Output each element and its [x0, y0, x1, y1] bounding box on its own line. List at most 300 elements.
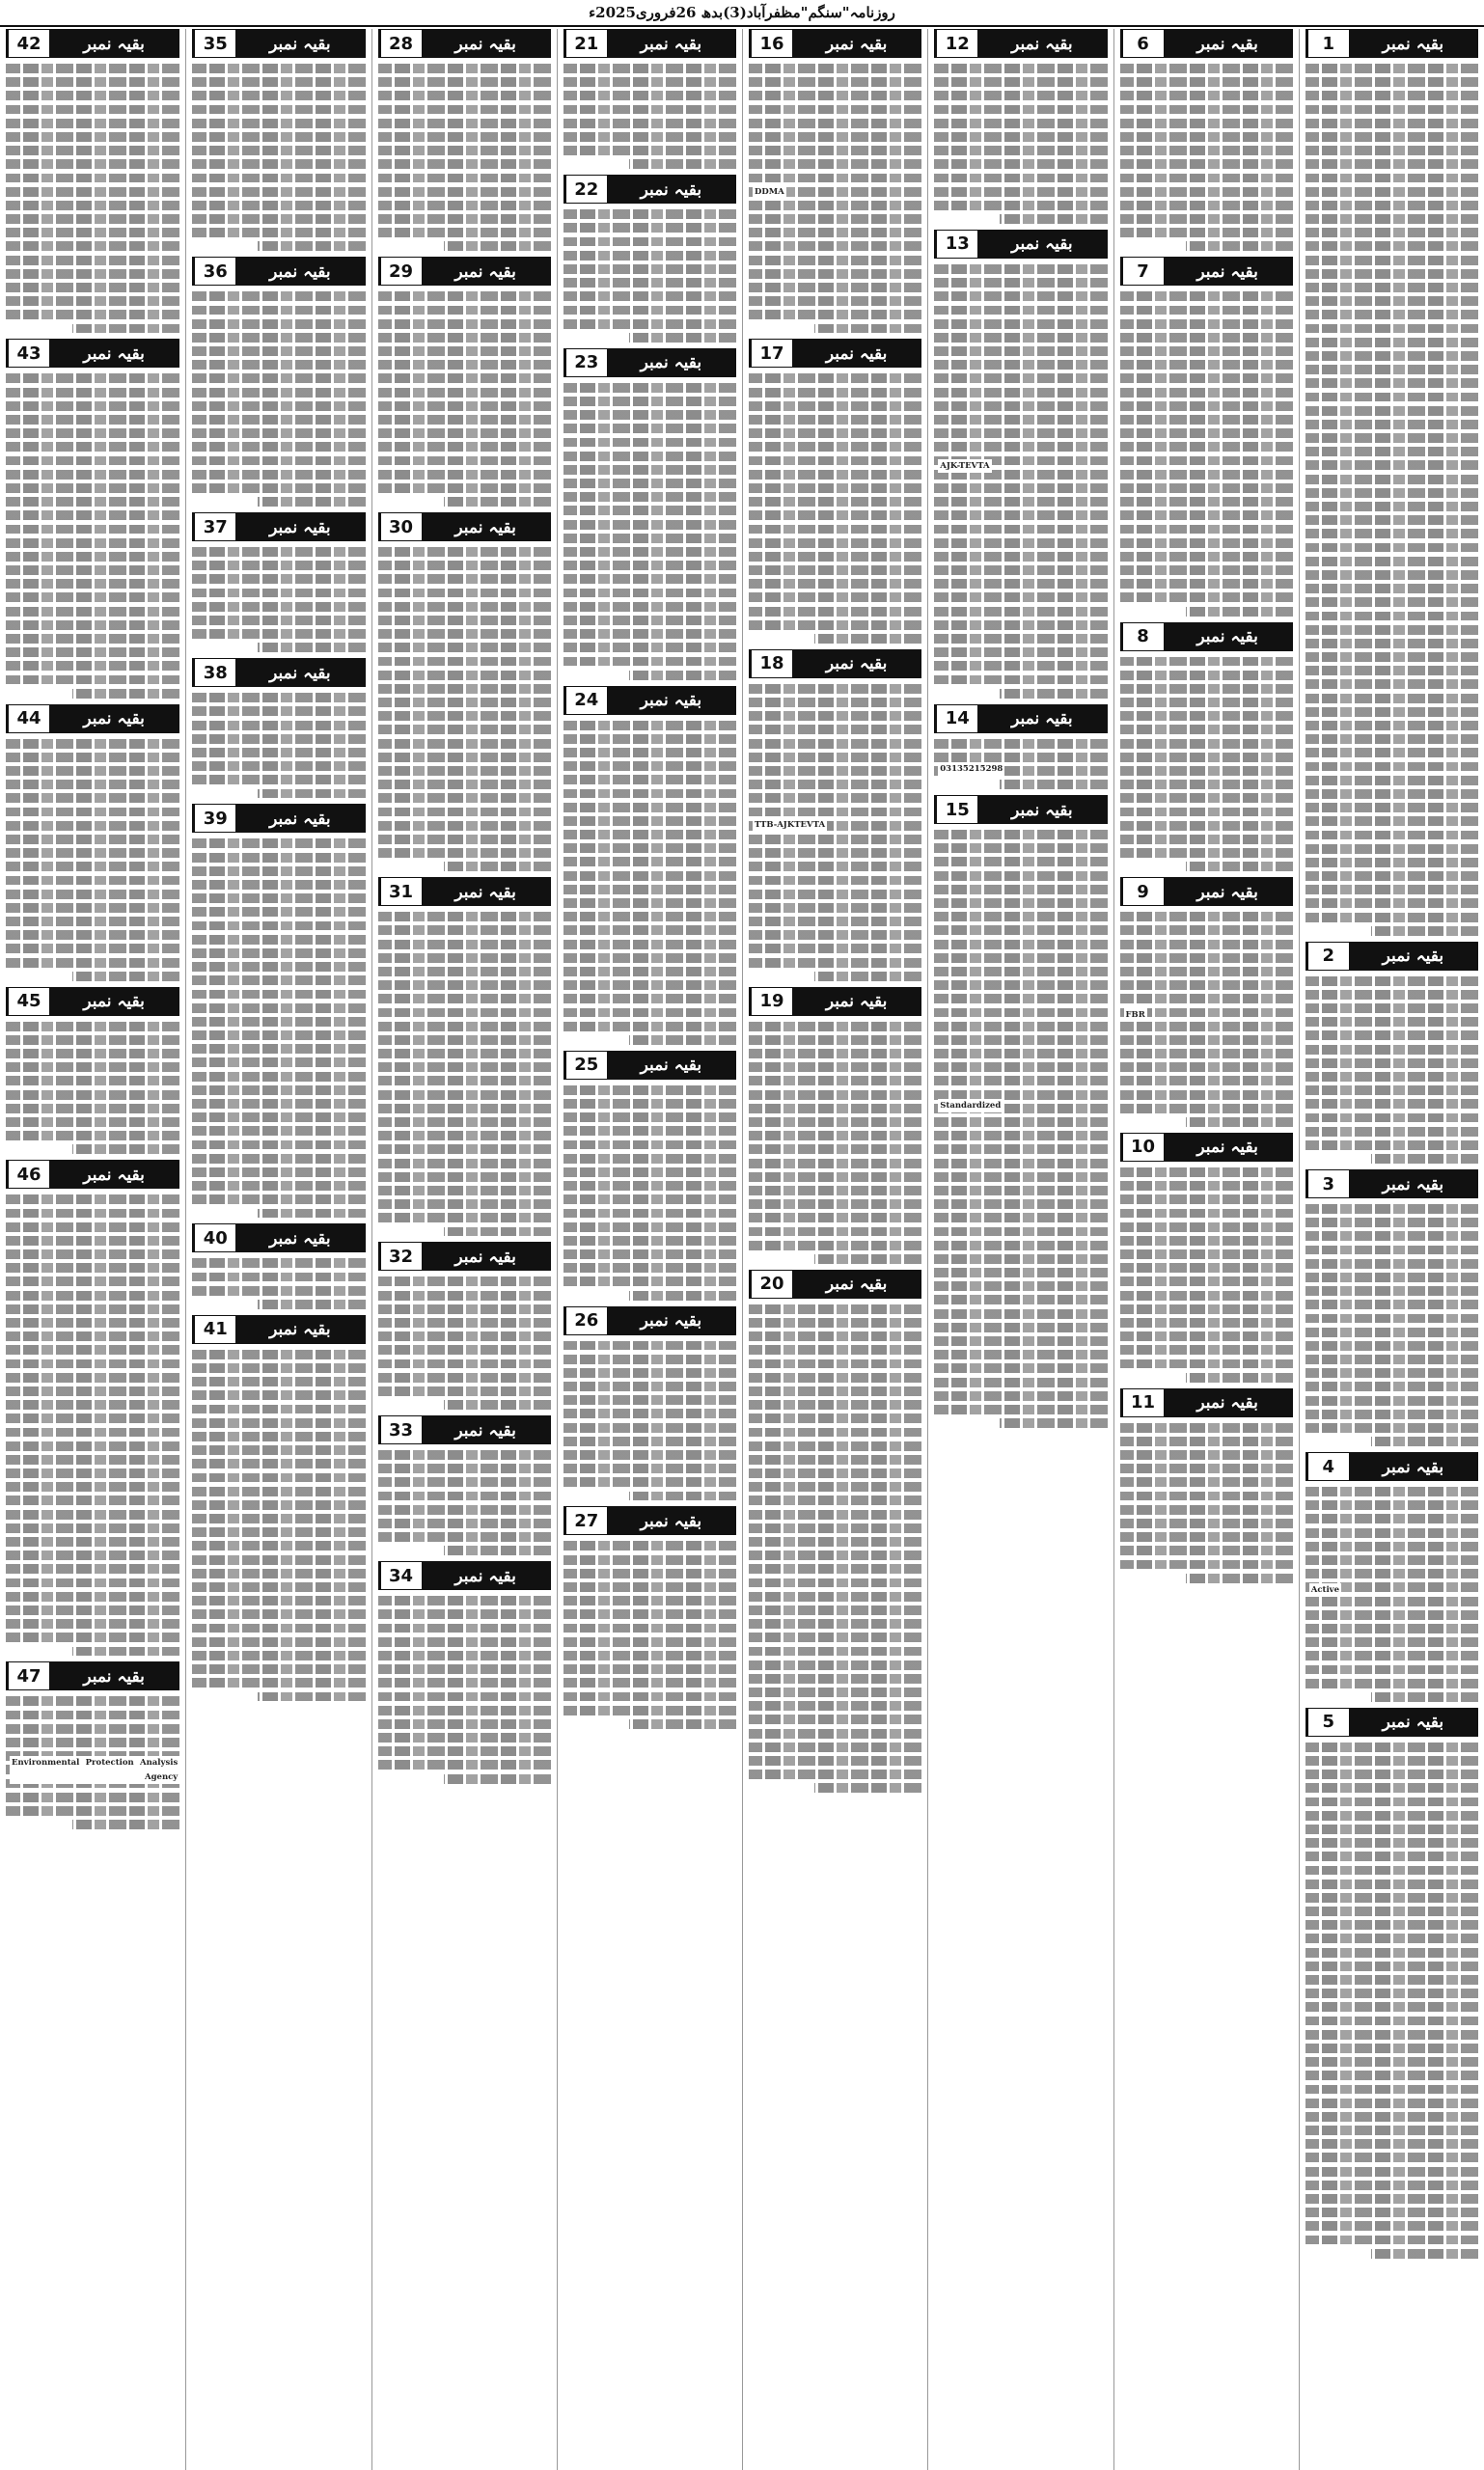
text-line	[1120, 592, 1293, 602]
text-line	[749, 1510, 921, 1520]
text-line	[563, 1624, 736, 1633]
text-line	[1305, 789, 1478, 799]
text-line	[192, 1582, 365, 1592]
text-line	[1305, 420, 1478, 429]
text-line	[934, 525, 1107, 535]
text-line	[563, 1209, 736, 1219]
continuation-label: بقیہ نمبر	[1382, 1174, 1444, 1194]
continuation-label: بقیہ نمبر	[454, 1566, 516, 1586]
text-line	[192, 761, 365, 771]
text-line	[563, 132, 736, 142]
text-line	[378, 174, 551, 183]
continuation-number: 37	[193, 513, 235, 540]
text-line	[192, 91, 365, 100]
text-line	[6, 821, 179, 831]
text-line	[1120, 91, 1293, 100]
text-line	[6, 958, 179, 968]
text-line	[749, 808, 921, 817]
text-line	[934, 1090, 1107, 1100]
text-line	[749, 525, 921, 535]
article-body	[1305, 1485, 1478, 1702]
text-line	[6, 1062, 179, 1072]
text-line	[1305, 976, 1478, 986]
continuation-box	[378, 29, 551, 251]
text-line	[749, 739, 921, 749]
text-line	[934, 1186, 1107, 1195]
text-line	[192, 388, 365, 398]
text-line	[934, 1213, 1107, 1222]
article-body	[378, 1275, 551, 1410]
text-line	[1305, 1624, 1478, 1633]
text-line	[1120, 780, 1293, 789]
text-line	[749, 132, 921, 142]
text-line	[6, 661, 179, 671]
text-line	[378, 1049, 551, 1058]
continuation-label: بقیہ نمبر	[640, 1311, 702, 1331]
text-line	[6, 214, 179, 224]
text-line	[378, 994, 551, 1003]
text-line	[378, 1131, 551, 1140]
text-line	[749, 1537, 921, 1547]
continuation-box	[563, 1306, 736, 1501]
text-line	[1305, 2236, 1478, 2245]
text-line	[629, 1719, 736, 1729]
text-line	[378, 415, 551, 425]
continuation-label: بقیہ نمبر	[640, 353, 702, 373]
text-line	[749, 91, 921, 100]
text-line	[563, 1477, 736, 1487]
text-line	[1305, 776, 1478, 785]
text-line	[192, 616, 365, 625]
text-line	[192, 1418, 365, 1428]
text-line	[378, 1519, 551, 1528]
continuation-banner	[192, 1223, 365, 1252]
text-line	[1305, 1811, 1478, 1821]
continuation-label: بقیہ نمبر	[1011, 800, 1073, 820]
text-line	[934, 634, 1107, 644]
text-line	[1305, 2099, 1478, 2108]
text-line	[378, 711, 551, 721]
text-line	[934, 1062, 1107, 1072]
text-line	[378, 1609, 551, 1619]
text-line	[1305, 174, 1478, 183]
continuation-label: بقیہ نمبر	[640, 691, 702, 711]
text-line	[6, 401, 179, 411]
text-line	[1305, 1368, 1478, 1378]
text-line	[934, 753, 1107, 762]
text-line	[749, 1674, 921, 1684]
text-line	[378, 1213, 551, 1222]
continuation-box	[378, 1415, 551, 1555]
text-line	[6, 497, 179, 507]
text-line	[563, 1409, 736, 1418]
text-line	[1305, 1355, 1478, 1364]
text-line	[749, 310, 921, 319]
continuation-label: بقیہ نمبر	[269, 517, 331, 537]
text-line	[563, 1022, 736, 1031]
continuation-banner	[934, 29, 1107, 58]
text-line	[6, 579, 179, 589]
text-line	[378, 739, 551, 749]
article-body	[1120, 910, 1293, 1127]
text-line	[563, 857, 736, 866]
continuation-box	[192, 1315, 365, 1702]
continuation-banner	[6, 704, 179, 733]
text-line	[1305, 460, 1478, 470]
text-line	[749, 876, 921, 886]
text-line	[1305, 2153, 1478, 2162]
text-line	[934, 64, 1107, 73]
text-line	[1305, 241, 1478, 251]
article-body	[1120, 1421, 1293, 1583]
continuation-box	[563, 1506, 736, 1728]
continuation-label: بقیہ نمبر	[1196, 261, 1258, 282]
continuation-label: بقیہ نمبر	[1196, 1393, 1258, 1413]
text-line	[749, 1729, 921, 1739]
text-line	[749, 1199, 921, 1209]
text-line	[378, 1719, 551, 1729]
text-line	[1120, 538, 1293, 548]
text-line	[934, 415, 1107, 425]
text-line	[378, 388, 551, 398]
text-line	[563, 994, 736, 1003]
text-line	[378, 725, 551, 734]
text-line	[6, 793, 179, 803]
text-line	[1120, 388, 1293, 398]
text-line	[192, 561, 365, 570]
text-line	[1120, 1236, 1293, 1246]
text-line	[6, 428, 179, 438]
text-line	[378, 401, 551, 411]
text-line	[563, 397, 736, 406]
text-line	[563, 574, 736, 584]
text-line	[1120, 657, 1293, 667]
continuation-label: بقیہ نمبر	[83, 343, 145, 364]
text-line	[1120, 1276, 1293, 1286]
text-line	[192, 1126, 365, 1136]
text-line	[629, 159, 736, 169]
text-line	[629, 333, 736, 343]
text-line	[6, 930, 179, 940]
text-line	[192, 706, 365, 716]
text-line	[749, 1455, 921, 1465]
text-line	[1305, 338, 1478, 347]
continuation-number: 46	[7, 1161, 49, 1188]
text-line	[6, 241, 179, 251]
text-line	[192, 1390, 365, 1400]
text-line	[6, 538, 179, 548]
article-body	[749, 371, 921, 643]
text-line	[749, 388, 921, 398]
continuation-banner	[563, 175, 736, 204]
text-line	[72, 689, 180, 699]
text-line	[749, 1227, 921, 1237]
continuation-label: بقیہ نمبر	[1011, 34, 1073, 54]
text-line	[258, 643, 365, 652]
text-line	[1305, 1140, 1478, 1150]
text-line	[192, 373, 365, 383]
continuation-banner	[378, 257, 551, 286]
text-line	[6, 753, 179, 762]
text-line	[749, 119, 921, 128]
text-line	[1120, 146, 1293, 155]
text-line	[6, 917, 179, 926]
text-line	[378, 1291, 551, 1301]
continuation-number: 17	[750, 340, 792, 367]
text-line	[1305, 105, 1478, 115]
continuation-box	[1120, 29, 1293, 251]
text-line	[629, 1492, 736, 1501]
text-line	[749, 1131, 921, 1140]
text-line	[1305, 1866, 1478, 1876]
text-line	[1305, 721, 1478, 730]
text-line	[6, 1537, 179, 1547]
text-line	[563, 1112, 736, 1122]
text-line	[6, 1359, 179, 1369]
text-line	[6, 876, 179, 886]
text-line	[6, 174, 179, 183]
text-line	[192, 214, 365, 224]
text-line	[6, 415, 179, 425]
continuation-box	[1305, 29, 1478, 936]
text-line	[192, 1637, 365, 1647]
text-line	[378, 1159, 551, 1168]
text-line	[563, 438, 736, 448]
text-line	[378, 953, 551, 963]
text-line	[6, 1724, 179, 1734]
text-line	[1120, 980, 1293, 990]
text-line	[934, 675, 1107, 685]
text-line	[934, 565, 1107, 575]
continuation-label: بقیہ نمبر	[454, 261, 516, 282]
text-line	[378, 214, 551, 224]
text-line	[563, 589, 736, 598]
text-line	[378, 319, 551, 329]
text-line	[1305, 1514, 1478, 1523]
text-line	[6, 835, 179, 844]
text-line	[1305, 1204, 1478, 1214]
text-line	[749, 1144, 921, 1154]
text-line	[749, 698, 921, 707]
article-body	[378, 1594, 551, 1783]
text-line	[749, 565, 921, 575]
article-body	[1305, 1741, 1478, 2259]
text-line	[6, 146, 179, 155]
text-line	[6, 1263, 179, 1273]
article-body	[1305, 1202, 1478, 1446]
text-line	[378, 1008, 551, 1018]
text-line	[1120, 1345, 1293, 1355]
text-line	[192, 962, 365, 972]
text-line	[1120, 64, 1293, 73]
text-line	[378, 346, 551, 356]
text-line	[563, 925, 736, 935]
text-line	[563, 871, 736, 881]
continuation-banner	[192, 29, 365, 58]
text-line	[1371, 1154, 1478, 1164]
text-line	[258, 1300, 365, 1309]
text-line	[1371, 2249, 1478, 2259]
text-line	[192, 1459, 365, 1468]
continuation-number: 47	[7, 1662, 49, 1689]
text-line	[749, 470, 921, 480]
article-body	[749, 1020, 921, 1264]
text-line	[6, 105, 179, 115]
text-line	[1305, 762, 1478, 772]
article-body	[192, 1256, 365, 1308]
text-line	[1186, 607, 1293, 617]
continuation-box	[563, 348, 736, 680]
text-line	[749, 1104, 921, 1113]
text-line	[563, 775, 736, 784]
text-line	[258, 1692, 365, 1702]
text-line	[1120, 835, 1293, 844]
text-line	[563, 1464, 736, 1473]
continuation-banner	[749, 987, 921, 1016]
text-line	[749, 684, 921, 694]
continuation-box	[378, 1561, 551, 1783]
text-line	[749, 1413, 921, 1423]
continuation-banner	[378, 1415, 551, 1444]
continuation-box	[934, 29, 1107, 224]
continuation-number: 40	[193, 1224, 235, 1251]
text-line	[749, 552, 921, 562]
text-line	[1120, 953, 1293, 963]
text-line	[1305, 1500, 1478, 1510]
text-line	[378, 228, 551, 237]
text-line	[749, 725, 921, 734]
text-line	[1305, 1893, 1478, 1903]
continuation-label: بقیہ نمبر	[269, 1320, 331, 1340]
continuation-box	[749, 649, 921, 981]
continuation-box	[6, 339, 179, 698]
continuation-label: بقیہ نمبر	[83, 992, 145, 1012]
text-line	[6, 1592, 179, 1602]
text-line	[378, 1359, 551, 1369]
text-line	[1120, 1249, 1293, 1259]
text-line	[378, 1304, 551, 1314]
text-line	[1305, 1127, 1478, 1137]
text-line	[1305, 529, 1478, 538]
text-line	[934, 132, 1107, 142]
text-line	[1120, 415, 1293, 425]
text-line	[6, 119, 179, 128]
text-line	[192, 853, 365, 863]
text-line	[378, 1477, 551, 1487]
text-line	[444, 862, 551, 871]
text-line	[934, 647, 1107, 657]
text-line	[934, 510, 1107, 520]
text-line	[1305, 597, 1478, 607]
continuation-banner	[6, 987, 179, 1016]
continuation-number: 25	[564, 1052, 607, 1079]
text-line	[934, 830, 1107, 839]
text-line	[563, 452, 736, 461]
text-line	[192, 1487, 365, 1496]
text-line	[1305, 1072, 1478, 1082]
text-line	[934, 1008, 1107, 1018]
text-line	[378, 848, 551, 858]
continuation-label: بقیہ نمبر	[269, 1228, 331, 1249]
text-line	[6, 1386, 179, 1396]
text-line	[6, 647, 179, 657]
text-line	[1120, 1291, 1293, 1301]
text-line	[6, 256, 179, 265]
text-line	[72, 324, 180, 334]
text-line	[6, 470, 179, 480]
text-line	[1120, 119, 1293, 128]
text-line	[1305, 2057, 1478, 2067]
text-line	[6, 1619, 179, 1629]
continuation-number: 31	[379, 878, 422, 905]
text-line	[192, 306, 365, 316]
text-line	[1305, 990, 1478, 1000]
text-line	[378, 1062, 551, 1072]
text-line	[1305, 1637, 1478, 1647]
text-line	[1305, 1907, 1478, 1916]
text-line	[192, 748, 365, 757]
text-line	[749, 848, 921, 858]
text-line	[378, 442, 551, 452]
text-line	[934, 1172, 1107, 1182]
text-line	[6, 296, 179, 306]
text-line	[749, 1400, 921, 1410]
continuation-banner	[934, 230, 1107, 259]
text-line	[1305, 871, 1478, 881]
text-line	[378, 1532, 551, 1542]
text-line	[1186, 1117, 1293, 1127]
text-line	[814, 972, 921, 981]
text-line	[6, 739, 179, 749]
text-line	[563, 843, 736, 853]
inline-english-text: 03135215298	[938, 762, 1004, 776]
text-line	[1120, 967, 1293, 976]
text-line	[934, 497, 1107, 507]
text-line	[1120, 1318, 1293, 1328]
text-line	[192, 1555, 365, 1565]
continuation-box	[563, 175, 736, 343]
text-line	[6, 903, 179, 913]
text-line	[378, 306, 551, 316]
article-body	[1120, 1166, 1293, 1383]
continuation-number: 15	[935, 796, 977, 823]
text-line	[1120, 912, 1293, 921]
text-line	[1305, 625, 1478, 635]
text-line	[192, 1003, 365, 1013]
text-line	[934, 428, 1107, 438]
text-line	[6, 1578, 179, 1588]
text-line	[378, 1624, 551, 1633]
text-line	[1305, 1423, 1478, 1433]
text-line	[749, 1578, 921, 1588]
text-line	[192, 1140, 365, 1150]
text-line	[6, 1131, 179, 1140]
text-line	[192, 119, 365, 128]
text-line	[1305, 1555, 1478, 1565]
text-line	[6, 1696, 179, 1706]
text-line	[192, 602, 365, 612]
text-line	[1305, 132, 1478, 142]
text-line	[629, 1035, 736, 1045]
text-line	[934, 885, 1107, 894]
text-line	[6, 1104, 179, 1113]
text-line	[192, 1194, 365, 1204]
article-body	[563, 207, 736, 343]
text-line	[192, 838, 365, 848]
continuation-label: بقیہ نمبر	[1196, 882, 1258, 902]
text-line	[1120, 1532, 1293, 1542]
text-line	[563, 465, 736, 475]
